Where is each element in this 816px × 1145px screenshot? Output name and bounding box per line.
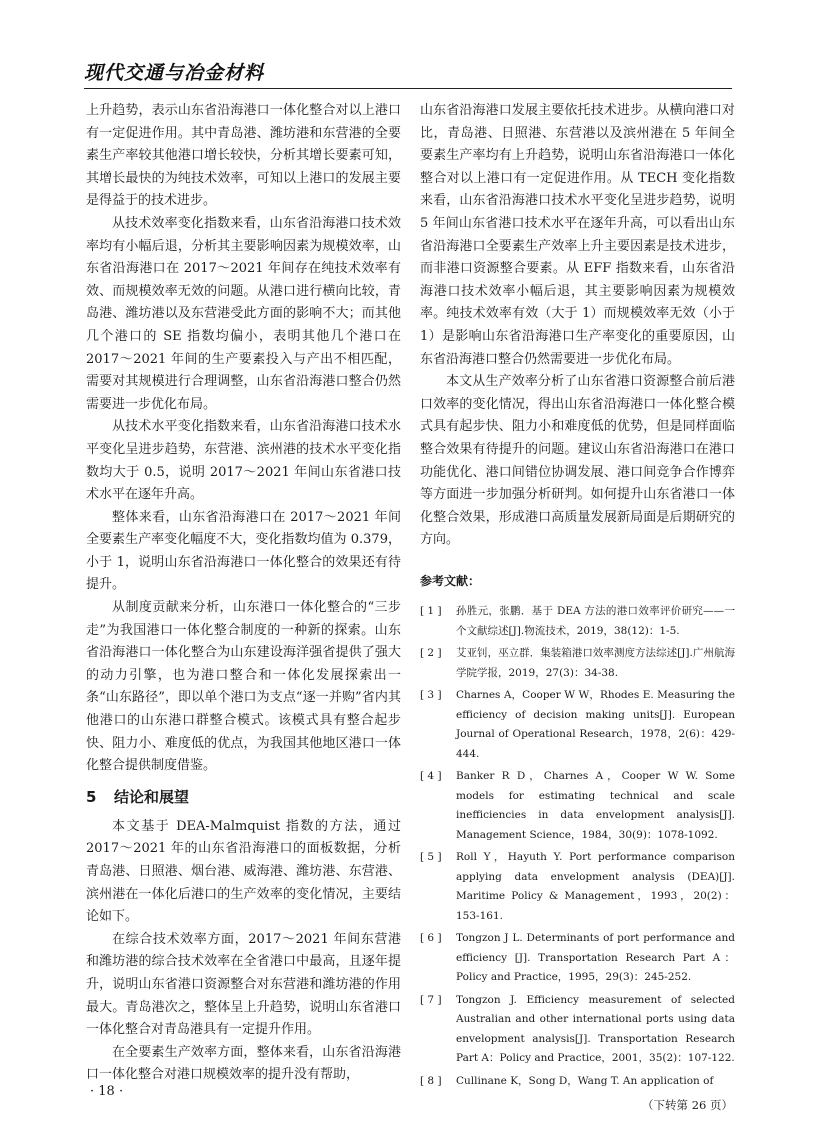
references-title: 参考文献： bbox=[420, 573, 481, 588]
right-column bbox=[420, 100, 735, 1117]
reference-index: [ 6 ] bbox=[420, 932, 442, 945]
paragraph: 从技术水平变化指数来看，山东省沿海港口技术水平变化呈进步趋势，东营港、滨州港的技术水平变化指数均大于 0.5，说明 2017～2021 年间山东省港口技术水平在逐年升高。 bbox=[86, 419, 401, 503]
left-body-2 bbox=[86, 816, 401, 1087]
reference-item bbox=[420, 1072, 735, 1092]
reference-text: Cullinane K，Song D，Wang T. An application of bbox=[456, 1074, 714, 1087]
reference-text: 艾亚钊，巫立群．集装箱港口效率测度方法综述[J].广州航海学院学报，2019，27(3)：34-38. bbox=[456, 647, 735, 679]
paragraph: 从技术效率变化指数来看，山东省沿海港口技术效率均有小幅后退，分析其主要影响因素为规模效率，山东省沿海港口在 2017～2021 年间存在纯技术效率有效、而规模效率无效的问题。从港口进行横向比较，青岛港、潍坊港以及东营港受此方面的影响不大；而其他几个港口的 SE 指数均偏小，表明其他几个港口在 2017～2021 年间的生产要素投入与产出不相匹配，需要对其规模进行合理调整，山东省沿海港口整合仍然需要进一步优化布局。 bbox=[86, 215, 401, 412]
paragraph: 整体来看，山东省沿海港口在 2017～2021 年间全要素生产率变化幅度不大，变化指数均值为 0.379，小于 1，说明山东省沿海港口一体化整合的效果还有待提升。 bbox=[86, 509, 401, 593]
paragraph: 山东省沿海港口发展主要依托技术进步。从横向港口对比，青岛港、日照港、东营港以及滨州港在 5 年间全要素生产率均有上升趋势，说明山东省沿海港口一体化整合对以上港口有一定促进作用。从 TECH 变化指数来看，山东省沿海港口技术水平变化呈进步趋势，说明 5 年间山东省港口技术水平在逐年升高，可以看出山东省沿海港口全要素生产效率上升主要因素是技术进步，而非港口资源整合要素。从 EFF 指数来看，山东省沿海港口技术效率小幅后退，其主要影响因素为规模效率。纯技术效率有效（大于 1）而规模效率无效（小于 1）是影响山东省沿海港口生产率变化的重要原因，山东省沿海港口整合仍然需要进一步优化布局。 bbox=[420, 103, 735, 367]
reference-item bbox=[420, 929, 735, 988]
reference-index: [ 5 ] bbox=[420, 851, 442, 864]
references-list bbox=[420, 602, 735, 1091]
reference-index: [ 3 ] bbox=[420, 689, 442, 702]
section-number: 5 bbox=[86, 787, 97, 806]
reference-text: Tongzon J L. Determinants of port performance and efficiency [J]. Transportation Research Part A：Policy and Practice，1995，29(3)：245-252. bbox=[456, 932, 735, 984]
reference-item bbox=[420, 644, 735, 683]
right-body bbox=[420, 100, 735, 552]
reference-item bbox=[420, 991, 735, 1069]
reference-index: [ 8 ] bbox=[420, 1074, 442, 1087]
paragraph: 在综合技术效率方面，2017～2021 年间东营港和潍坊港的综合技术效率在全省港口中最高，且逐年提升，说明山东省港口资源整合对东营港和潍坊港的作用最大。青岛港次之，整体呈上升趋势，说明山东省港口一体化整合对青岛港具有一定提升作用。 bbox=[86, 931, 401, 1038]
section-title: 结论和展望 bbox=[114, 787, 190, 806]
reference-text: 孙胜元，张鹏．基于 DEA 方法的港口效率评价研究——一个文献综述[J].物流技术，2019，38(12)：1-5. bbox=[456, 605, 735, 637]
reference-index: [ 7 ] bbox=[420, 993, 442, 1006]
paragraph: 从制度贡献来分析，山东港口一体化整合的“三步走”为我国港口一体化整合制度的一种新的探索。山东省沿海港口一体化整合为山东建设海洋强省提供了强大的动力引擎，也为港口整合和一体化发展探索出一条“山东路径”，即以单个港口为支点“逐一并购”省内其他港口的山东港口群整合模式。该模式具有整合起步快、阻力小、难度低的优点，为我国其他地区港口一体化整合提供制度借鉴。 bbox=[86, 600, 401, 774]
reference-item bbox=[420, 767, 735, 845]
journal-header: 现代交通与冶金材料 bbox=[84, 62, 265, 84]
reference-index: [ 4 ] bbox=[420, 770, 442, 783]
paragraph: 在全要素生产效率方面，整体来看，山东省沿海港口一体化整合对港口规模效率的提升没有帮助， bbox=[86, 1044, 401, 1083]
reference-item bbox=[420, 602, 735, 641]
reference-item bbox=[420, 848, 735, 926]
reference-item bbox=[420, 686, 735, 764]
reference-text: Charnes A，Cooper W W，Rhodes E. Measuring the efficiency of decision making units[J]. European Journal of Operational Research，1978，2(6)：429-444. bbox=[456, 689, 735, 760]
paragraph: 本文从生产效率分析了山东省港口资源整合前后港口效率的变化情况，得出山东省沿海港口一体化整合模式具有起步快、阻力小和难度低的优势，但是同样面临整合效果有待提升的问题。建议山东省沿海港口在港口功能优化、港口间错位协调发展、港口间竞争合作博弈等方面进一步加强分析研判。如何提升山东省港口一体化整合效果，形成港口高质量发展新局面是后期研究的方向。 bbox=[420, 374, 735, 548]
paragraph: 本文基于 DEA-Malmquist 指数的方法，通过 2017～2021 年的山东省沿海港口的面板数据，分析青岛港、日照港、烟台港、威海港、潍坊港、东营港、滨州港在一体化后港口的生产效率的变化情况，主要结论如下。 bbox=[86, 818, 401, 925]
continued-note: （下转第 26 页） bbox=[642, 1098, 733, 1113]
page-number: · 18 · bbox=[90, 1084, 124, 1099]
paragraph: 上升趋势，表示山东省沿海港口一体化整合对以上港口有一定促进作用。其中青岛港、潍坊港和东营港的全要素生产率较其他港口增长较快，分析其增长要素可知，其增长最快的为纯技术效率，可知以上港口的发展主要是得益于的技术进步。 bbox=[86, 103, 401, 209]
section-heading bbox=[86, 784, 401, 810]
left-column bbox=[86, 100, 401, 1087]
reference-text: Roll Y，Hayuth Y. Port performance comparison applying data envelopment analysis (DEA)[J]. Maritime Policy & Management，1993，20(2)：153-161. bbox=[456, 851, 735, 922]
reference-text: Tongzon J. Efficiency measurement of selected Australian and other international ports using data envelopment analysis[J]. Transportation Research Part A：Policy and Practice，2001，35(2)：107-122. bbox=[456, 993, 735, 1065]
reference-index: [ 2 ] bbox=[420, 647, 442, 660]
left-body-1 bbox=[86, 100, 401, 778]
header-rule bbox=[84, 88, 732, 89]
reference-text: Banker R D，Charnes A，Cooper W W. Some models for estimating technical and scale inefficiencies in data envelopment analysis[J]. Management Science，1984，30(9)：1078-1092. bbox=[456, 770, 735, 841]
reference-index: [ 1 ] bbox=[420, 605, 442, 618]
